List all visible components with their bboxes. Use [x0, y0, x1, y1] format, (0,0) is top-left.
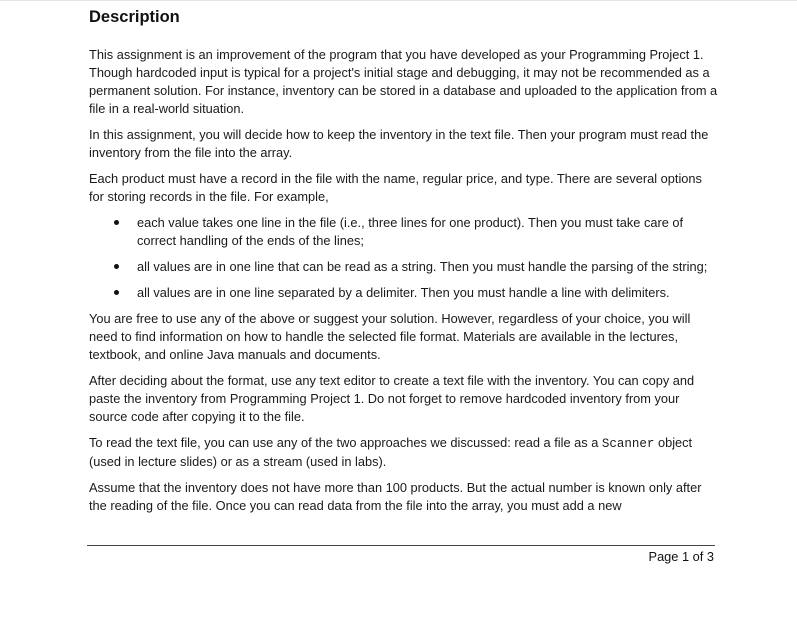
list-item-text: all values are in one line separated by a delimiter. Then you must handle a line with delimiters.	[137, 285, 670, 300]
document-body	[89, 46, 719, 523]
bullet-icon	[114, 264, 119, 269]
bullet-icon	[114, 220, 119, 225]
paragraph-text-editor: After deciding about the format, use any text editor to create a text file with the inventory. You can copy and paste the inventory from Programming Project 1. Do not forget to remove hardcoded inventory from your source code after copying it to the file.	[89, 373, 695, 424]
reading-approach-text-end: object (used in lecture slides) or as a stream (used in labs).	[89, 435, 693, 469]
footer-divider	[87, 545, 715, 546]
list-item-text: all values are in one line that can be read as a string. Then you must handle the parsing of the string;	[137, 259, 708, 274]
paragraph-inventory-limit: Assume that the inventory does not have more than 100 products. But the actual number is known only after the reading of the file. Once you can read data from the file into the array, you must add a new	[89, 480, 702, 513]
paragraph-assignment: In this assignment, you will decide how to keep the inventory in the text file. Then your program must read the inventory from the file into the array.	[89, 127, 709, 160]
list-item	[89, 214, 719, 250]
list-item-text: each value takes one line in the file (i.e., three lines for one product). Then you must take care of correct handling of the ends of the lines;	[137, 215, 684, 248]
top-divider	[0, 0, 797, 1]
list-item	[89, 284, 719, 302]
page-number: Page 1 of 3	[648, 549, 714, 564]
reading-approach-text-start: To read the text file, you can use any of the two approaches we discussed: read a file as a	[89, 435, 602, 450]
bullet-icon	[114, 290, 119, 295]
paragraph-intro: This assignment is an improvement of the program that you have developed as your Programming Project 1. Though hardcoded input is typical for a project's initial stage and debugging, it may not be recommended as a permanent solution. For instance, inventory can be stored in a database and uploaded to the application from a file in a real-world situation.	[89, 47, 718, 116]
paragraph-reading-approach	[89, 434, 719, 471]
paragraph-free-choice: You are free to use any of the above or suggest your solution. However, regardless of your choice, you will need to find information on how to handle the selected file format. Materials are available in the lectures, textbook, and online Java manuals and documents.	[89, 311, 691, 362]
section-heading: Description	[89, 8, 180, 26]
list-item	[89, 258, 719, 276]
paragraph-record-format: Each product must have a record in the file with the name, regular price, and type. There are several options for storing records in the file. For example,	[89, 171, 702, 204]
scanner-code: Scanner	[601, 437, 655, 451]
format-options-list	[89, 214, 719, 302]
